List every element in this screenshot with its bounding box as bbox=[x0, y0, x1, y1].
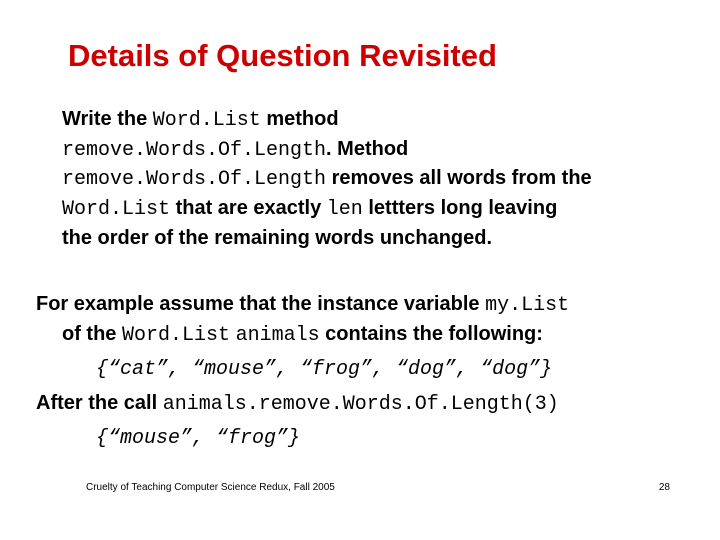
code-text: len bbox=[326, 198, 363, 221]
paragraph-2-line-4 bbox=[36, 391, 559, 417]
paragraph-1-line-3 bbox=[62, 166, 592, 192]
page-number: 28 bbox=[658, 482, 670, 493]
code-text: my.List bbox=[485, 294, 570, 317]
paragraph-1-line-4 bbox=[62, 196, 557, 222]
paragraph-2-line-1 bbox=[36, 292, 569, 318]
text: removes all words from the bbox=[326, 167, 592, 189]
footer-text: Cruelty of Teaching Computer Science Redux, Fall 2005 bbox=[86, 482, 335, 493]
code-text: Word.List bbox=[62, 198, 171, 221]
code-text: Word.List bbox=[152, 109, 261, 132]
slide-title: Details of Question Revisited bbox=[68, 38, 497, 73]
paragraph-2-line-5 bbox=[96, 425, 300, 451]
code-text: animals.remove.Words.Of.Length(3) bbox=[162, 393, 559, 416]
text: For example assume that the instance variable bbox=[36, 293, 486, 315]
paragraph-1-line-2 bbox=[62, 137, 408, 163]
text: After the call bbox=[36, 392, 163, 414]
code-text: {“cat”, “mouse”, “frog”, “dog”, “dog”} bbox=[96, 358, 553, 381]
text: the order of the remaining words unchanged. bbox=[62, 227, 493, 249]
code-text: Word.List bbox=[122, 324, 231, 347]
text: contains the following: bbox=[319, 323, 543, 345]
code-text: animals bbox=[235, 324, 320, 347]
paragraph-1-line-5 bbox=[62, 226, 492, 250]
text: that are exactly bbox=[170, 197, 327, 219]
code-text: remove.Words.Of.Length bbox=[62, 168, 327, 191]
text: Write the bbox=[62, 108, 153, 130]
text: lettters long leaving bbox=[362, 197, 558, 219]
text: . Method bbox=[326, 138, 409, 160]
text: method bbox=[260, 108, 339, 130]
paragraph-2-line-3 bbox=[96, 356, 552, 382]
code-text: {“mouse”, “frog”} bbox=[96, 427, 301, 450]
code-text: remove.Words.Of.Length bbox=[62, 139, 327, 162]
paragraph-2-line-2 bbox=[62, 322, 543, 348]
paragraph-1-line-1 bbox=[62, 107, 339, 133]
text: of the bbox=[62, 323, 122, 345]
